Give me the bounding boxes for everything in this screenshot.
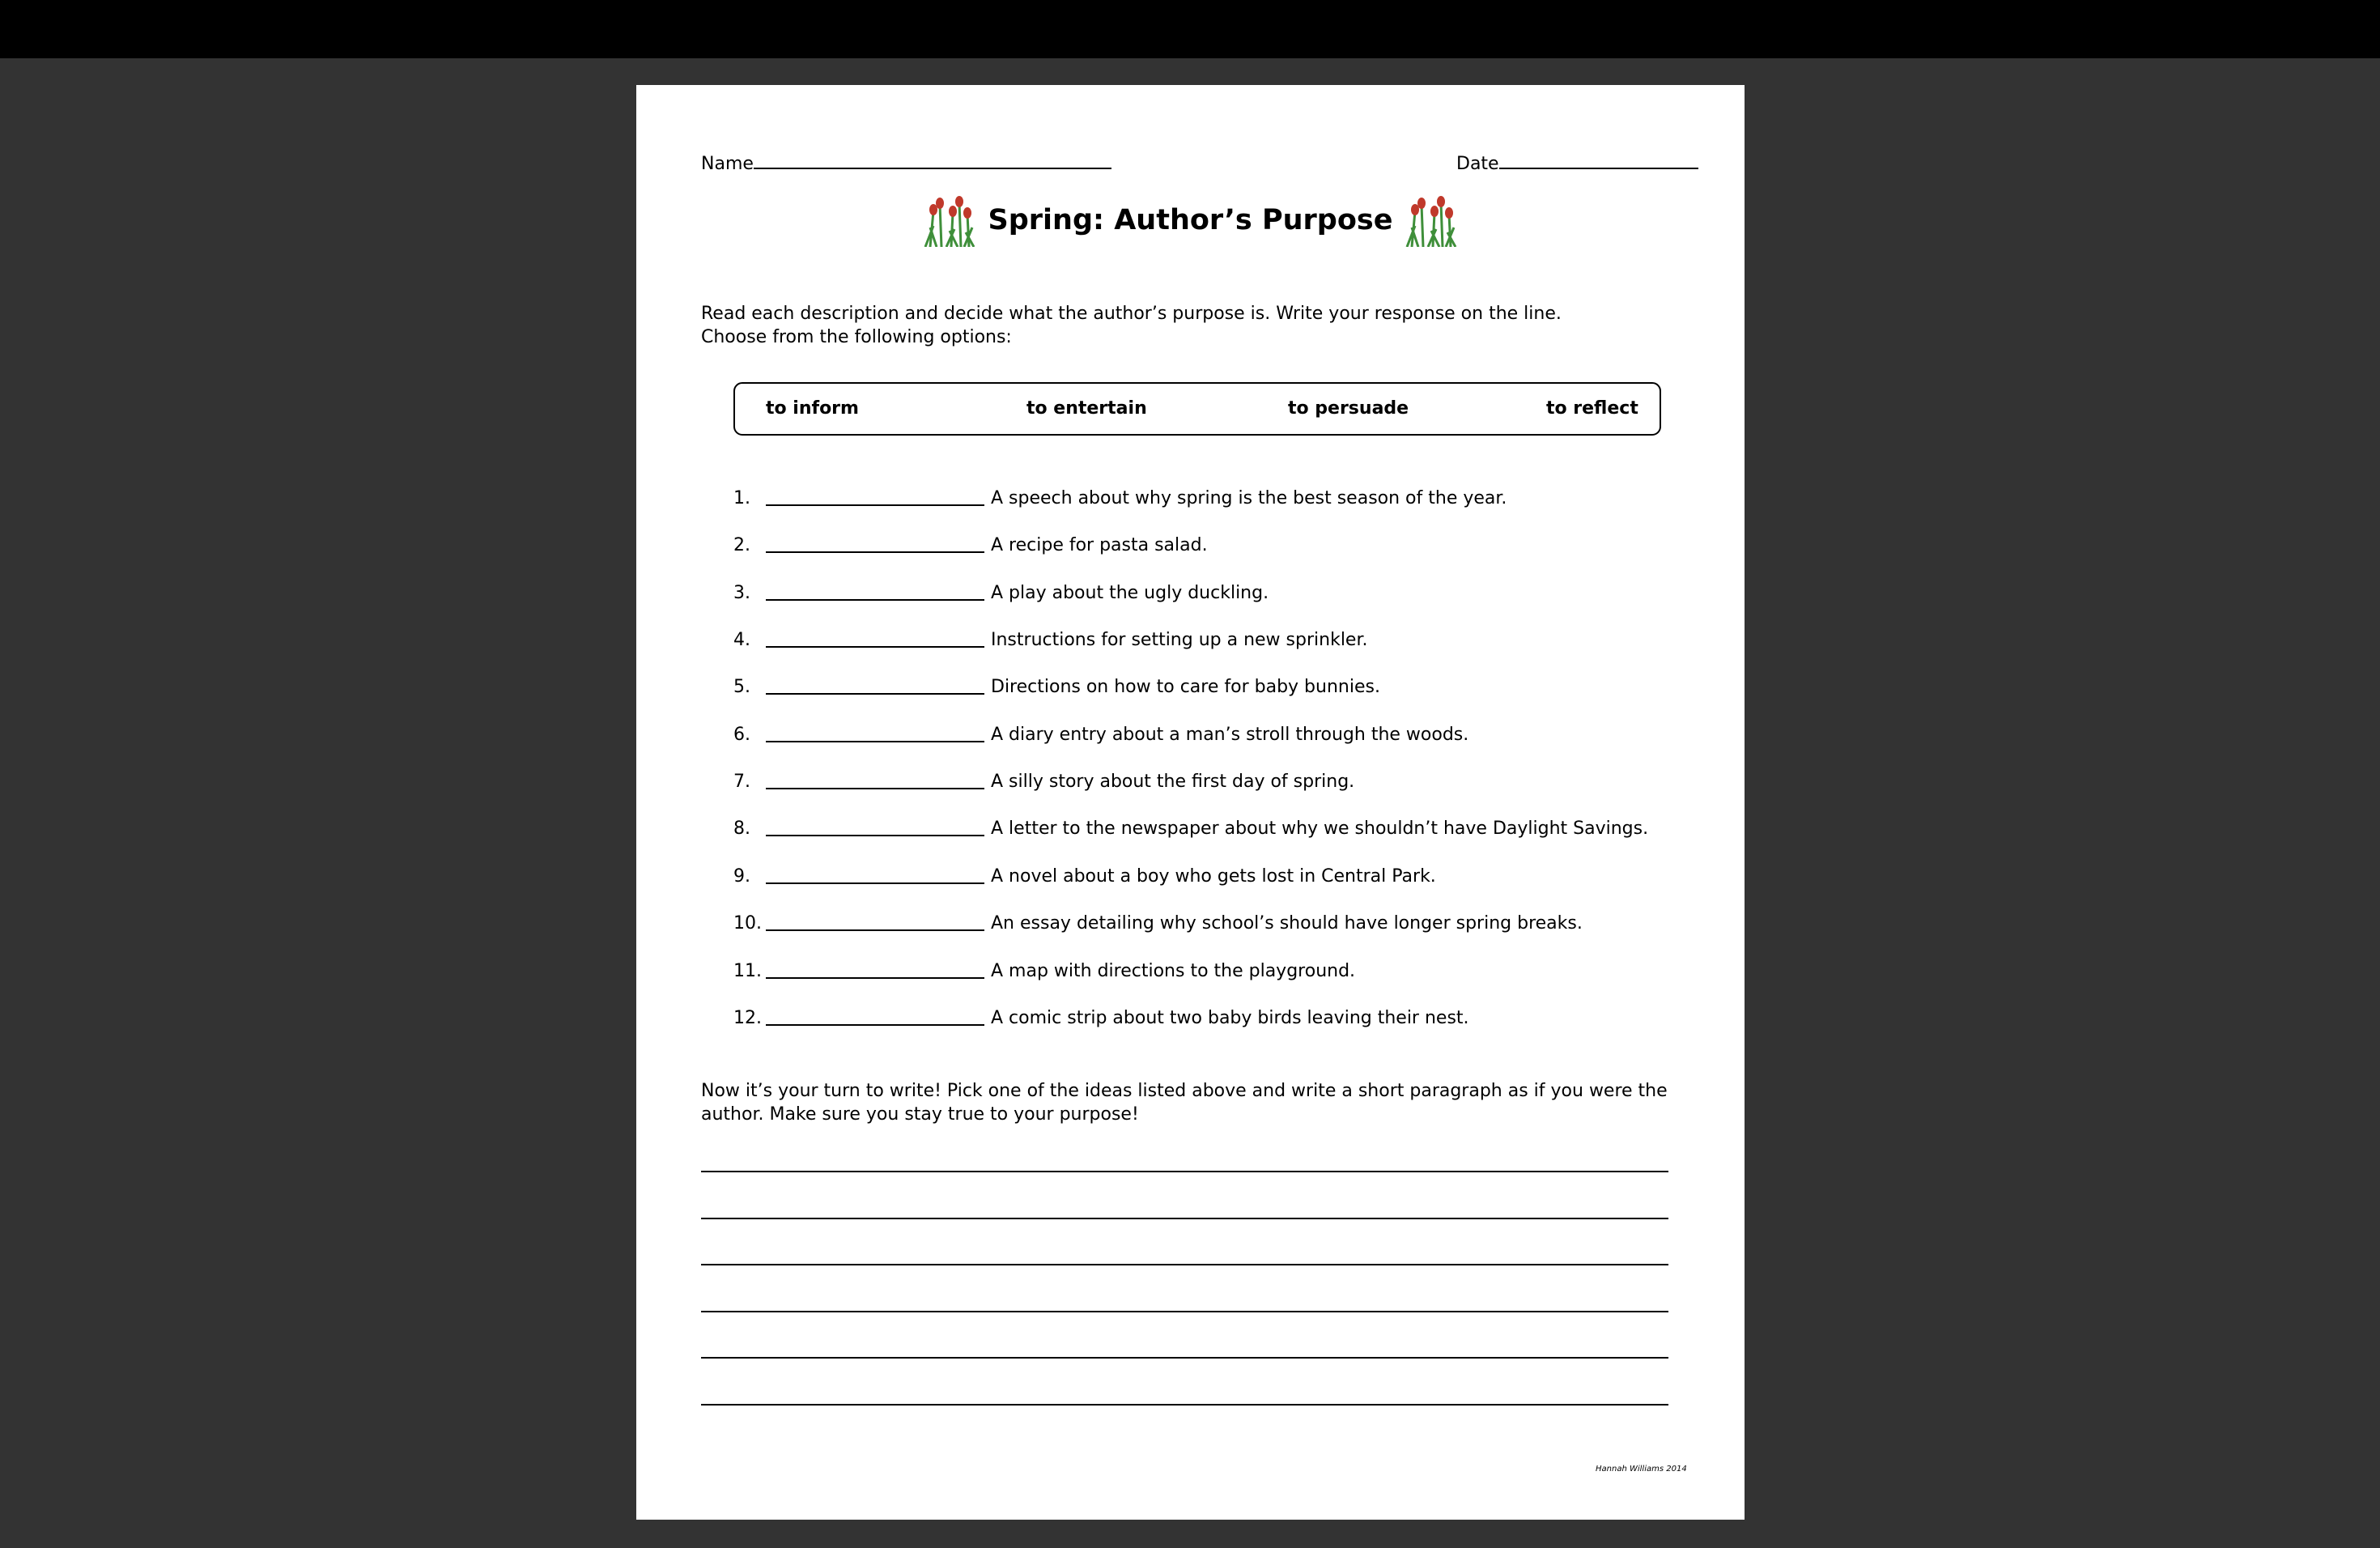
item-description: Directions on how to care for baby bunnies.	[991, 677, 1380, 697]
worksheet-page	[636, 85, 1745, 1520]
option-to-inform: to inform	[766, 398, 859, 419]
item-number: 5.	[733, 677, 750, 697]
answer-line	[766, 1024, 984, 1026]
instructions	[701, 302, 1689, 349]
title-row	[636, 194, 1745, 247]
option-to-entertain: to entertain	[1026, 398, 1147, 419]
answer-line	[766, 788, 984, 789]
writing-line	[701, 1311, 1668, 1312]
item-number: 9.	[733, 866, 750, 887]
answer-line	[766, 693, 984, 695]
answer-line	[766, 929, 984, 931]
item-number: 12.	[733, 1008, 762, 1028]
date-field	[1456, 151, 1698, 174]
answer-line	[766, 599, 984, 601]
item-description: An essay detailing why school’s should have longer spring breaks.	[991, 913, 1583, 933]
item-description: A novel about a boy who gets lost in Central Park.	[991, 866, 1436, 887]
date-blank-line	[1499, 151, 1698, 169]
name-field	[701, 151, 1111, 174]
option-to-reflect: to reflect	[1546, 398, 1638, 419]
tulips-icon	[922, 194, 977, 247]
item-description: Instructions for setting up a new sprinkler.	[991, 630, 1368, 650]
writing-line	[701, 1404, 1668, 1406]
writing-prompt	[701, 1079, 1689, 1126]
answer-line	[766, 835, 984, 836]
writing-line	[701, 1264, 1668, 1265]
instructions-line: Choose from the following options:	[701, 327, 1012, 347]
item-description: A comic strip about two baby birds leaving their nest.	[991, 1008, 1469, 1028]
item-number: 3.	[733, 583, 750, 603]
answer-line	[766, 551, 984, 553]
answer-line	[766, 882, 984, 884]
writing-prompt-line: author. Make sure you stay true to your purpose!	[701, 1104, 1139, 1125]
item-description: A silly story about the first day of spring.	[991, 772, 1355, 792]
tulips-icon	[1404, 194, 1459, 247]
item-number: 2.	[733, 535, 750, 555]
answer-line	[766, 504, 984, 506]
name-blank-line	[754, 151, 1111, 169]
item-number: 6.	[733, 725, 750, 745]
item-number: 11.	[733, 961, 762, 981]
writing-line	[701, 1171, 1668, 1172]
option-to-persuade: to persuade	[1288, 398, 1409, 419]
item-description: A diary entry about a man’s stroll through the woods.	[991, 725, 1469, 745]
answer-line	[766, 741, 984, 742]
answer-line	[766, 977, 984, 979]
answer-line	[766, 646, 984, 648]
options-box	[733, 382, 1661, 436]
item-description: A recipe for pasta salad.	[991, 535, 1208, 555]
author-credit: Hannah Williams 2014	[1596, 1465, 1687, 1474]
item-number: 1.	[733, 488, 750, 508]
item-number: 8.	[733, 819, 750, 839]
item-description: A letter to the newspaper about why we shouldn’t have Daylight Savings.	[991, 819, 1649, 839]
item-description: A play about the ugly duckling.	[991, 583, 1269, 603]
page-title: Spring: Author’s Purpose	[988, 204, 1393, 236]
item-number: 7.	[733, 772, 750, 792]
top-bar	[0, 0, 2380, 58]
instructions-line: Read each description and decide what the author’s purpose is. Write your response on the line.	[701, 304, 1562, 324]
item-description: A speech about why spring is the best season of the year.	[991, 488, 1507, 508]
writing-prompt-line: Now it’s your turn to write! Pick one of the ideas listed above and write a short paragraph as if you were the	[701, 1081, 1668, 1101]
name-label: Name	[701, 154, 754, 174]
item-description: A map with directions to the playground.	[991, 961, 1356, 981]
writing-line	[701, 1357, 1668, 1359]
item-number: 4.	[733, 630, 750, 650]
writing-line	[701, 1218, 1668, 1219]
date-label: Date	[1456, 154, 1499, 174]
item-number: 10.	[733, 913, 762, 933]
